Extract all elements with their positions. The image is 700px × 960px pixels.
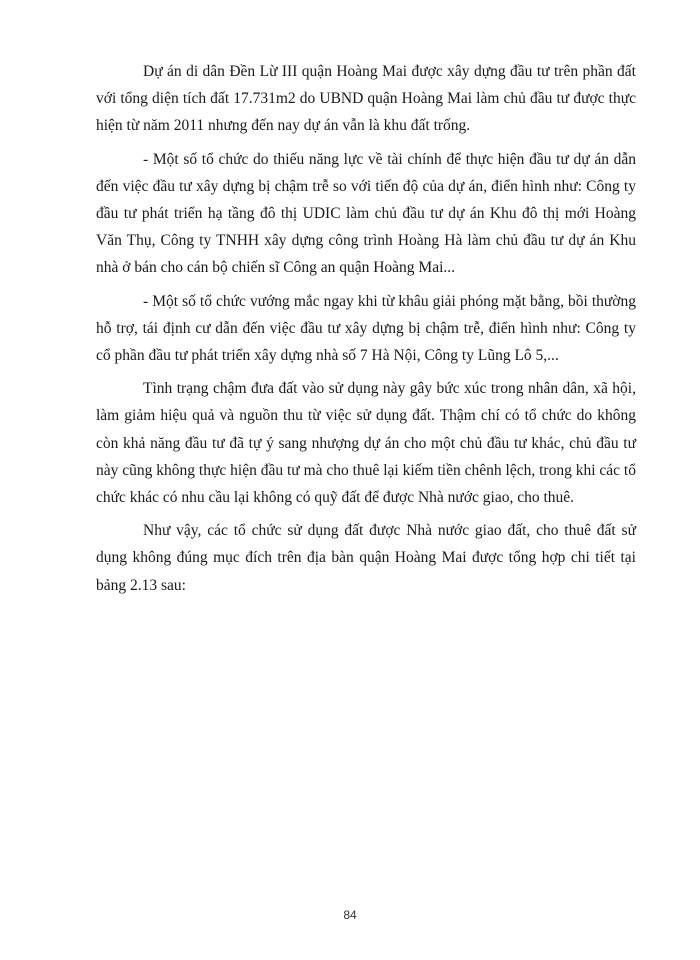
paragraph-slow-land-use: Tình trạng chậm đưa đất vào sử dụng này gây bức xúc trong nhân dân, xã hội, làm giảm hiệu quả và nguồn thu từ việc sử dụng đất. Thậm chí có tổ chức do không còn khả năng đầu tư đã tự ý sang nhượng dự án cho một chủ đầu tư khác, chủ đầu tư này cũng không thực hiện đầu tư mà cho thuê lại kiếm tiền chênh lệch, trong khi các tổ chức khác có nhu cầu lại không có quỹ đất để được Nhà nước giao, cho thuê. [96,380,636,507]
paragraph-site-clearance: - Một số tổ chức vướng mắc ngay khi từ khâu giải phóng mặt bằng, bồi thường hỗ trợ, tái định cư dẫn đến việc đầu tư xây dựng bị chậm trễ, điển hình như: Công ty cổ phần đầu tư phát triển xây dựng nhà số 7 Hà Nội, Công ty Lũng Lô 5,... [96,292,636,365]
page-number: 84 [343,908,357,922]
paragraph-den-lu-project: Dự án di dân Đền Lừ III quận Hoàng Mai được xây dựng đầu tư trên phần đất với tổng diện tích đất 17.731m2 do UBND quận Hoàng Mai làm chủ đầu tư được thực hiện từ năm 2011 nhưng đến nay dự án vẫn là khu đất trống. [96,63,636,135]
paragraph-financial-capacity: - Một số tổ chức do thiếu năng lực về tài chính để thực hiện đầu tư dự án dẫn đến việc đầu tư xây dựng bị chậm trễ so với tiến độ của dự án, điển hình như: Công ty đầu tư phát triển hạ tầng đô thị UDIC làm chủ đầu tư dự án Khu đô thị mới Hoàng Văn Thụ, Công ty TNHH xây dựng công trình Hoàng Hà làm chủ đầu tư dự án Khu nhà ở bán cho cán bộ chiến sĩ Công an quận Hoàng Mai... [96,150,636,277]
body-text [96,58,636,605]
paragraph-summary-table-ref: Như vậy, các tổ chức sử dụng đất được Nhà nước giao đất, cho thuê đất sử dụng không đúng mục đích trên địa bàn quận Hoàng Mai được tổng hợp chi tiết tại bảng 2.13 sau: [96,522,636,594]
